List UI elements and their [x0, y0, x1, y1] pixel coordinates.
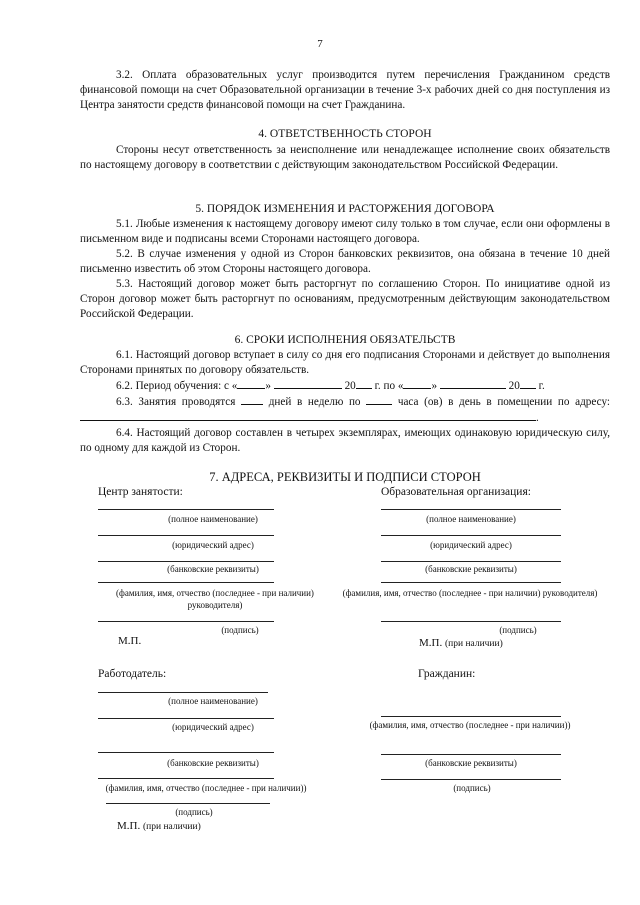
clause-6-2-quote-close: »: [265, 380, 271, 392]
clause-5-1: 5.1. Любые изменения к настоящему договору имеют силу только в том случае, если они оформлены в письменном виде и подписаны всеми Сторонами настоящего договора.: [80, 218, 610, 245]
org-bank-caption: (банковские реквизиты): [425, 564, 517, 574]
clause-6-1: 6.1. Настоящий договор вступает в силу со дня его подписания Сторонами и действует до выполнения Сторонами принятых по договору обязательств.: [80, 349, 610, 376]
employer-sign-caption: (подпись): [175, 807, 213, 817]
clause-5-3: 5.3. Настоящий договор может быть расторгнут по соглашению Сторон. По инициативе одной из Сторон договор может быть расторгнут по основаниям, предусмотренным действующим законодательством Российской Федерации.: [80, 278, 610, 320]
clause-6-4: 6.4. Настоящий договор составлен в четырех экземплярах, имеющих одинаковую юридическую силу, по одному для каждой из Сторон.: [80, 427, 610, 454]
center-sign-caption: (подпись): [221, 625, 259, 635]
employer-bank-line[interactable]: [98, 752, 274, 753]
center-name-caption: (полное наименование): [168, 514, 258, 524]
org-stamp-note: (при наличии): [444, 639, 503, 649]
org-label: Образовательная организация:: [381, 486, 531, 498]
center-bank-caption: (банковские реквизиты): [167, 564, 259, 574]
citizen-bank-caption: (банковские реквизиты): [425, 758, 517, 768]
employer-label: Работодатель:: [98, 668, 167, 680]
section-4-body: [80, 143, 610, 173]
start-day-blank[interactable]: [237, 378, 265, 389]
employer-head-line[interactable]: [98, 778, 274, 779]
end-day-blank[interactable]: [403, 378, 431, 389]
citizen-sign-line[interactable]: [381, 779, 561, 780]
citizen-sign-caption: (подпись): [453, 783, 491, 793]
employer-sign-line[interactable]: [106, 803, 270, 804]
address-blank[interactable]: [80, 410, 536, 421]
org-sign-caption: (подпись): [499, 625, 537, 635]
center-head-line[interactable]: [98, 582, 274, 583]
citizen-label: Гражданин:: [418, 668, 476, 680]
employer-address-line[interactable]: [98, 718, 274, 719]
employer-head-caption: (фамилия, имя, отчество (последнее - при наличии)): [105, 783, 307, 793]
clause-6-3-period: .: [536, 412, 539, 424]
page-number: 7: [317, 38, 323, 50]
org-bank-line[interactable]: [381, 561, 561, 562]
center-name-line[interactable]: [98, 509, 274, 510]
section-3-continuation: [80, 68, 610, 113]
clause-6-2: [80, 378, 610, 394]
employer-bank-caption: (банковские реквизиты): [167, 758, 259, 768]
center-stamp: М.П.: [118, 635, 142, 647]
clause-3-2: 3.2. Оплата образовательных услуг производится путем перечисления Гражданином средств финансовой помощи на счет Образовательной организации в течение 3-х рабочих дней со дня поступления из Центра занятости средств финансовой помощи на счет Гражданина.: [80, 69, 610, 111]
center-bank-line[interactable]: [98, 561, 274, 562]
clause-6-2-text-start: 6.2. Период обучения: с «: [116, 380, 238, 392]
clause-6-2-year-suffix: г.: [538, 380, 545, 392]
citizen-fio-line[interactable]: [381, 716, 561, 717]
employer-name-caption: (полное наименование): [168, 696, 258, 706]
clause-6-3-text-c: часа (ов) в день в помещении по адресу:: [397, 396, 610, 408]
center-label: Центр занятости:: [98, 486, 183, 498]
section-4-title: 4. ОТВЕТСТВЕННОСТЬ СТОРОН: [258, 128, 432, 140]
days-per-week-blank[interactable]: [241, 394, 263, 405]
employer-stamp-mp: М.П.: [117, 820, 141, 832]
section-6-title: 6. СРОКИ ИСПОЛНЕНИЯ ОБЯЗАТЕЛЬСТВ: [234, 334, 456, 346]
org-stamp: [419, 637, 503, 649]
start-year-blank[interactable]: [356, 378, 372, 389]
org-name-line[interactable]: [381, 509, 561, 510]
employer-address-caption: (юридический адрес): [172, 722, 254, 732]
clause-6-3-text-b: дней в неделю по: [268, 396, 361, 408]
employer-stamp-note: (при наличии): [142, 822, 201, 832]
org-head-caption: (фамилия, имя, отчество (последнее - при наличии) руководителя): [342, 588, 598, 598]
citizen-fio-caption: (фамилия, имя, отчество (последнее - при наличии)): [369, 720, 571, 730]
org-sign-line[interactable]: [381, 621, 561, 622]
employer-name-line[interactable]: [98, 692, 268, 693]
clause-6-2-year-prefix-2: 20: [508, 380, 520, 392]
org-head-line[interactable]: [381, 582, 561, 583]
center-address-caption: (юридический адрес): [172, 540, 254, 550]
section-5-title: 5. ПОРЯДОК ИЗМЕНЕНИЯ И РАСТОРЖЕНИЯ ДОГОВОРА: [195, 203, 495, 215]
clause-6-3-text-a: 6.3. Занятия проводятся: [116, 396, 236, 408]
end-month-blank[interactable]: [440, 378, 506, 389]
center-head-caption: (фамилия, имя, отчество (последнее - при наличии) руководителя): [116, 588, 314, 610]
org-stamp-mp: М.П.: [419, 637, 443, 649]
clause-6-2-quote-close-2: »: [431, 380, 438, 392]
section-6-body: [80, 348, 610, 456]
employer-stamp: [117, 820, 201, 832]
clause-5-2: 5.2. В случае изменения у одной из Сторон банковских реквизитов, она обязана в течение 10 дней письменно известить об этом Стороны настоящего договора.: [80, 248, 610, 275]
hours-per-day-blank[interactable]: [366, 394, 392, 405]
center-address-line[interactable]: [98, 535, 274, 536]
section-5-body: [80, 217, 610, 322]
start-month-blank[interactable]: [274, 378, 342, 389]
center-sign-line[interactable]: [98, 621, 274, 622]
org-address-line[interactable]: [381, 535, 561, 536]
org-address-caption: (юридический адрес): [430, 540, 512, 550]
end-year-blank[interactable]: [520, 378, 536, 389]
clause-6-2-year-prefix: 20: [344, 380, 356, 392]
section-7-title: 7. АДРЕСА, РЕКВИЗИТЫ И ПОДПИСИ СТОРОН: [209, 470, 481, 484]
clause-6-3: [80, 394, 610, 426]
org-name-caption: (полное наименование): [426, 514, 516, 524]
citizen-bank-line[interactable]: [381, 754, 561, 755]
section-4-text: Стороны несут ответственность за неисполнение или ненадлежащее исполнение своих обязательств по настоящему договору в соответствии с действующим законодательством Российской Федерации.: [80, 144, 610, 171]
clause-6-2-to: г. по «: [374, 380, 404, 392]
